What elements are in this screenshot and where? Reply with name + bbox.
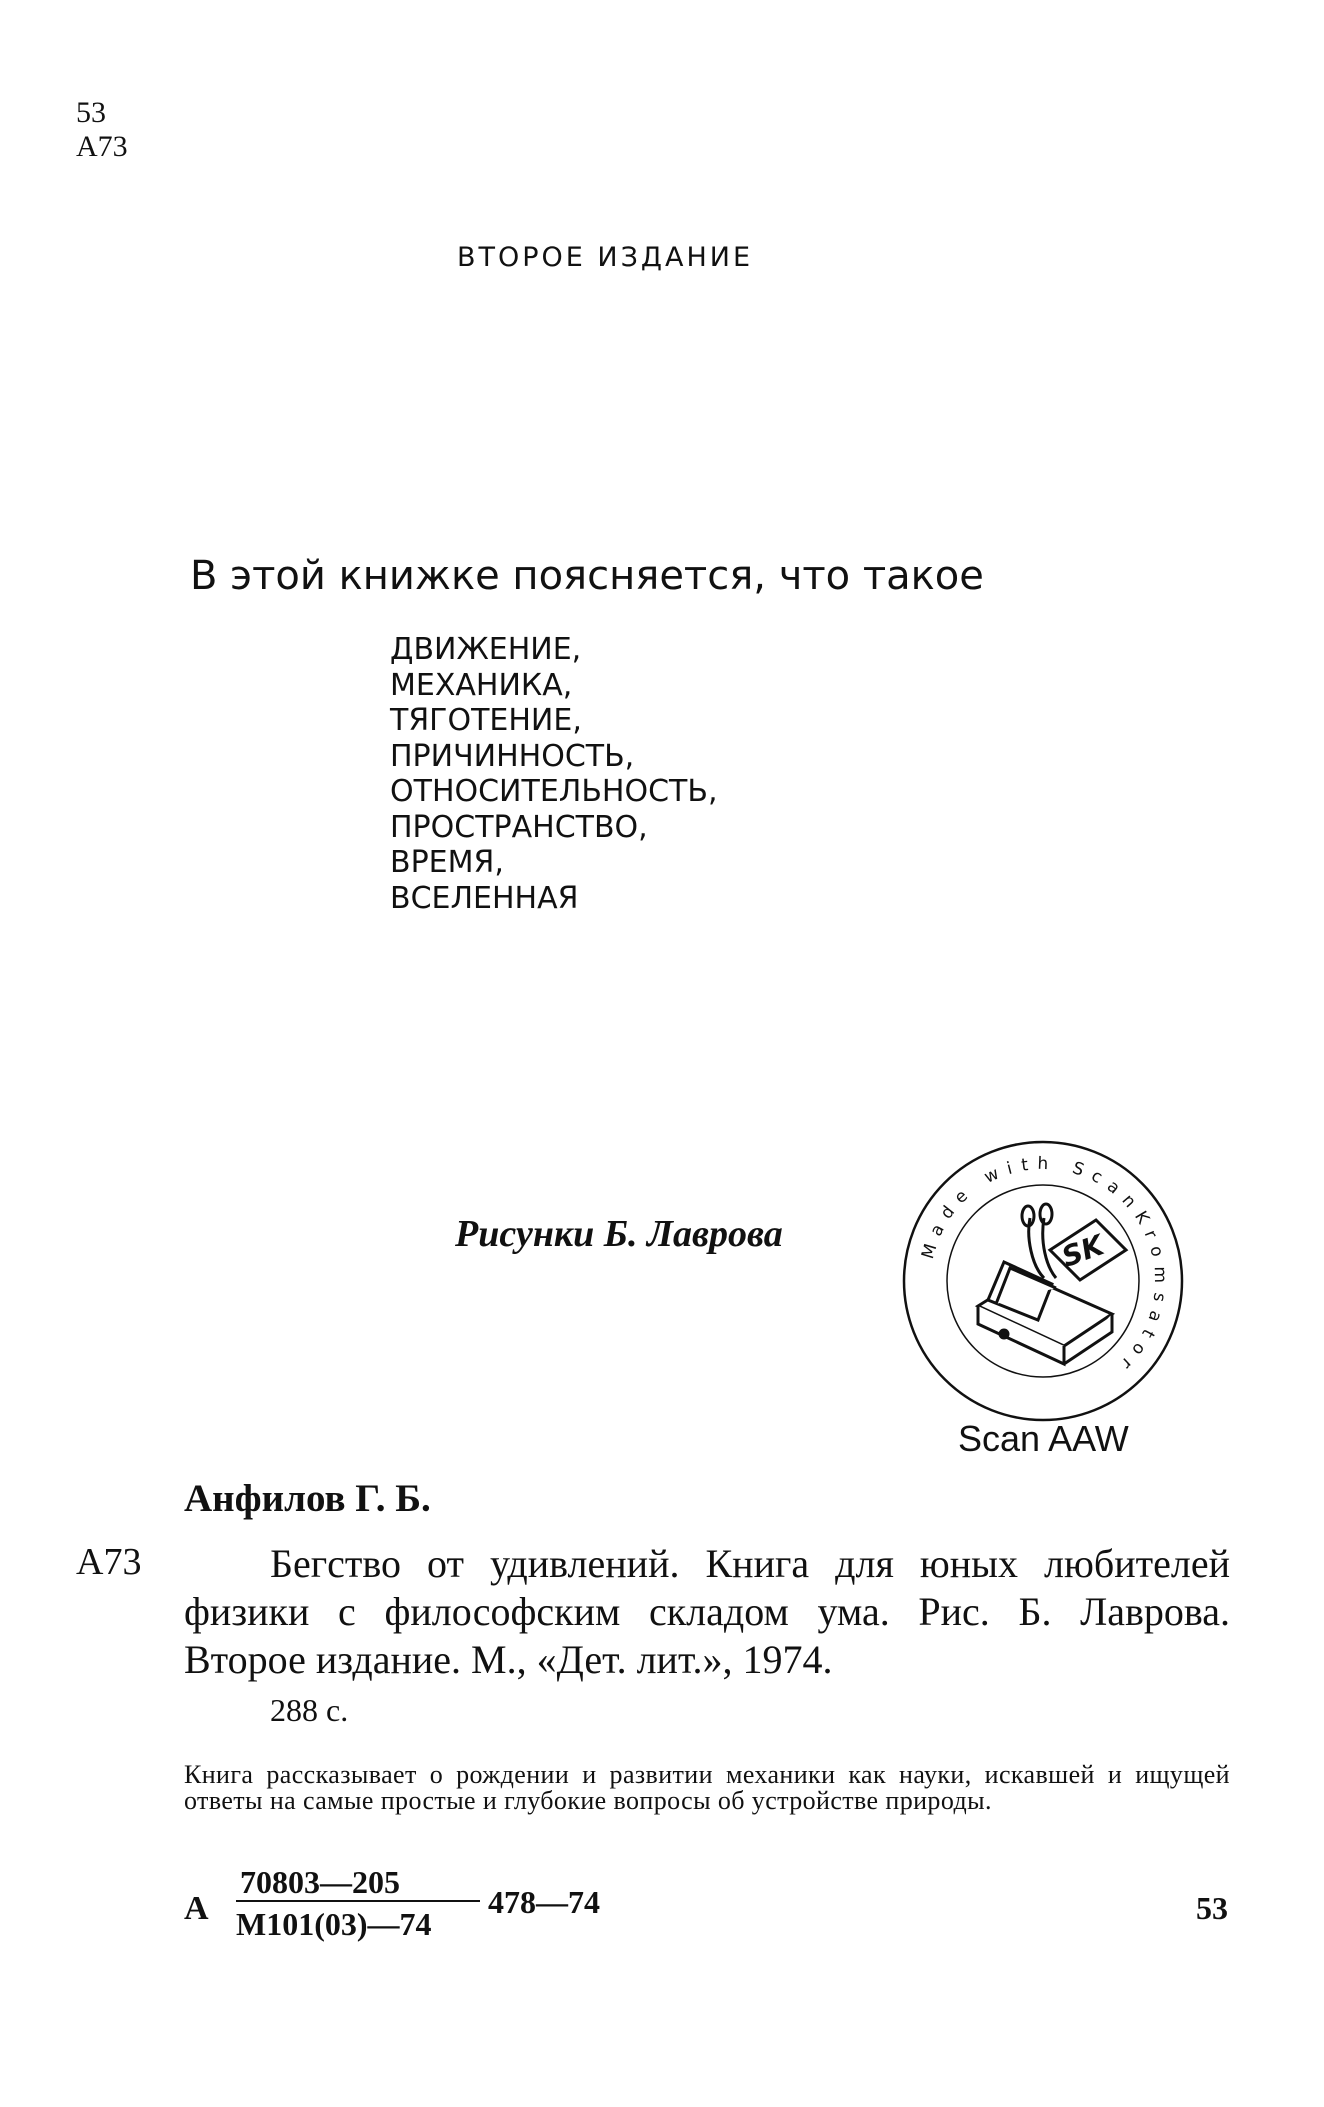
illustrations-credit: Рисунки Б. Лаврова — [455, 1213, 783, 1255]
topic-item: ОТНОСИТЕЛЬНОСТЬ, — [390, 774, 718, 809]
index-letter: А — [184, 1890, 209, 1927]
index-numerator: 70803—205 — [236, 1864, 480, 1902]
topics-list — [390, 632, 717, 916]
udc-block — [76, 96, 128, 164]
scanner-icon — [978, 1204, 1126, 1364]
book-annotation: Книга рассказывает о рождении и развитии механики как науки, искавшей и ищущей ответы на самые простые и глубокие вопросы об устройстве природы. — [184, 1760, 1230, 1815]
stamp-ring-text: Made with ScanKromsator — [918, 1153, 1171, 1380]
edition-label: ВТОРОЕ ИЗДАНИЕ — [456, 242, 754, 273]
udc-code: 53 — [76, 96, 106, 129]
bibliographic-description: Бегство от удивлений. Книга для юных любителей физики с философским складом ума. Рис. Б. Лаврова. Второе издание. М., «Дет. лит.», 1974. — [184, 1541, 1230, 1682]
topic-item: ПРОСТРАНСТВО, — [390, 809, 648, 845]
page-count: 288 с. — [270, 1692, 349, 1728]
topic-item: ТЯГОТЕНИЕ, — [390, 703, 582, 738]
index-fraction — [236, 1864, 480, 1942]
author-name: Анфилов Г. Б. — [184, 1477, 431, 1520]
topic-item: МЕХАНИКА, — [390, 667, 573, 703]
index-denominator: М101(03)—74 — [236, 1906, 432, 1942]
intro-heading: В этой книжке поясняется, что такое — [190, 553, 984, 599]
stamp-badge-text: SK — [1057, 1228, 1109, 1274]
topic-item: ВСЕЛЕННАЯ — [390, 880, 579, 916]
author-cipher: А73 — [76, 1541, 142, 1583]
index-suffix: 478—74 — [488, 1884, 600, 1920]
udc-group-number: 53 — [1196, 1890, 1228, 1926]
topic-item: ПРИЧИННОСТЬ, — [390, 738, 635, 774]
topic-item: ДВИЖЕНИЕ, — [390, 632, 582, 667]
udc-cipher: А73 — [76, 130, 128, 163]
scankromsator-stamp-logo — [900, 1138, 1186, 1424]
topic-item: ВРЕМЯ, — [390, 845, 504, 880]
scan-credit: Scan AAW — [958, 1418, 1129, 1459]
